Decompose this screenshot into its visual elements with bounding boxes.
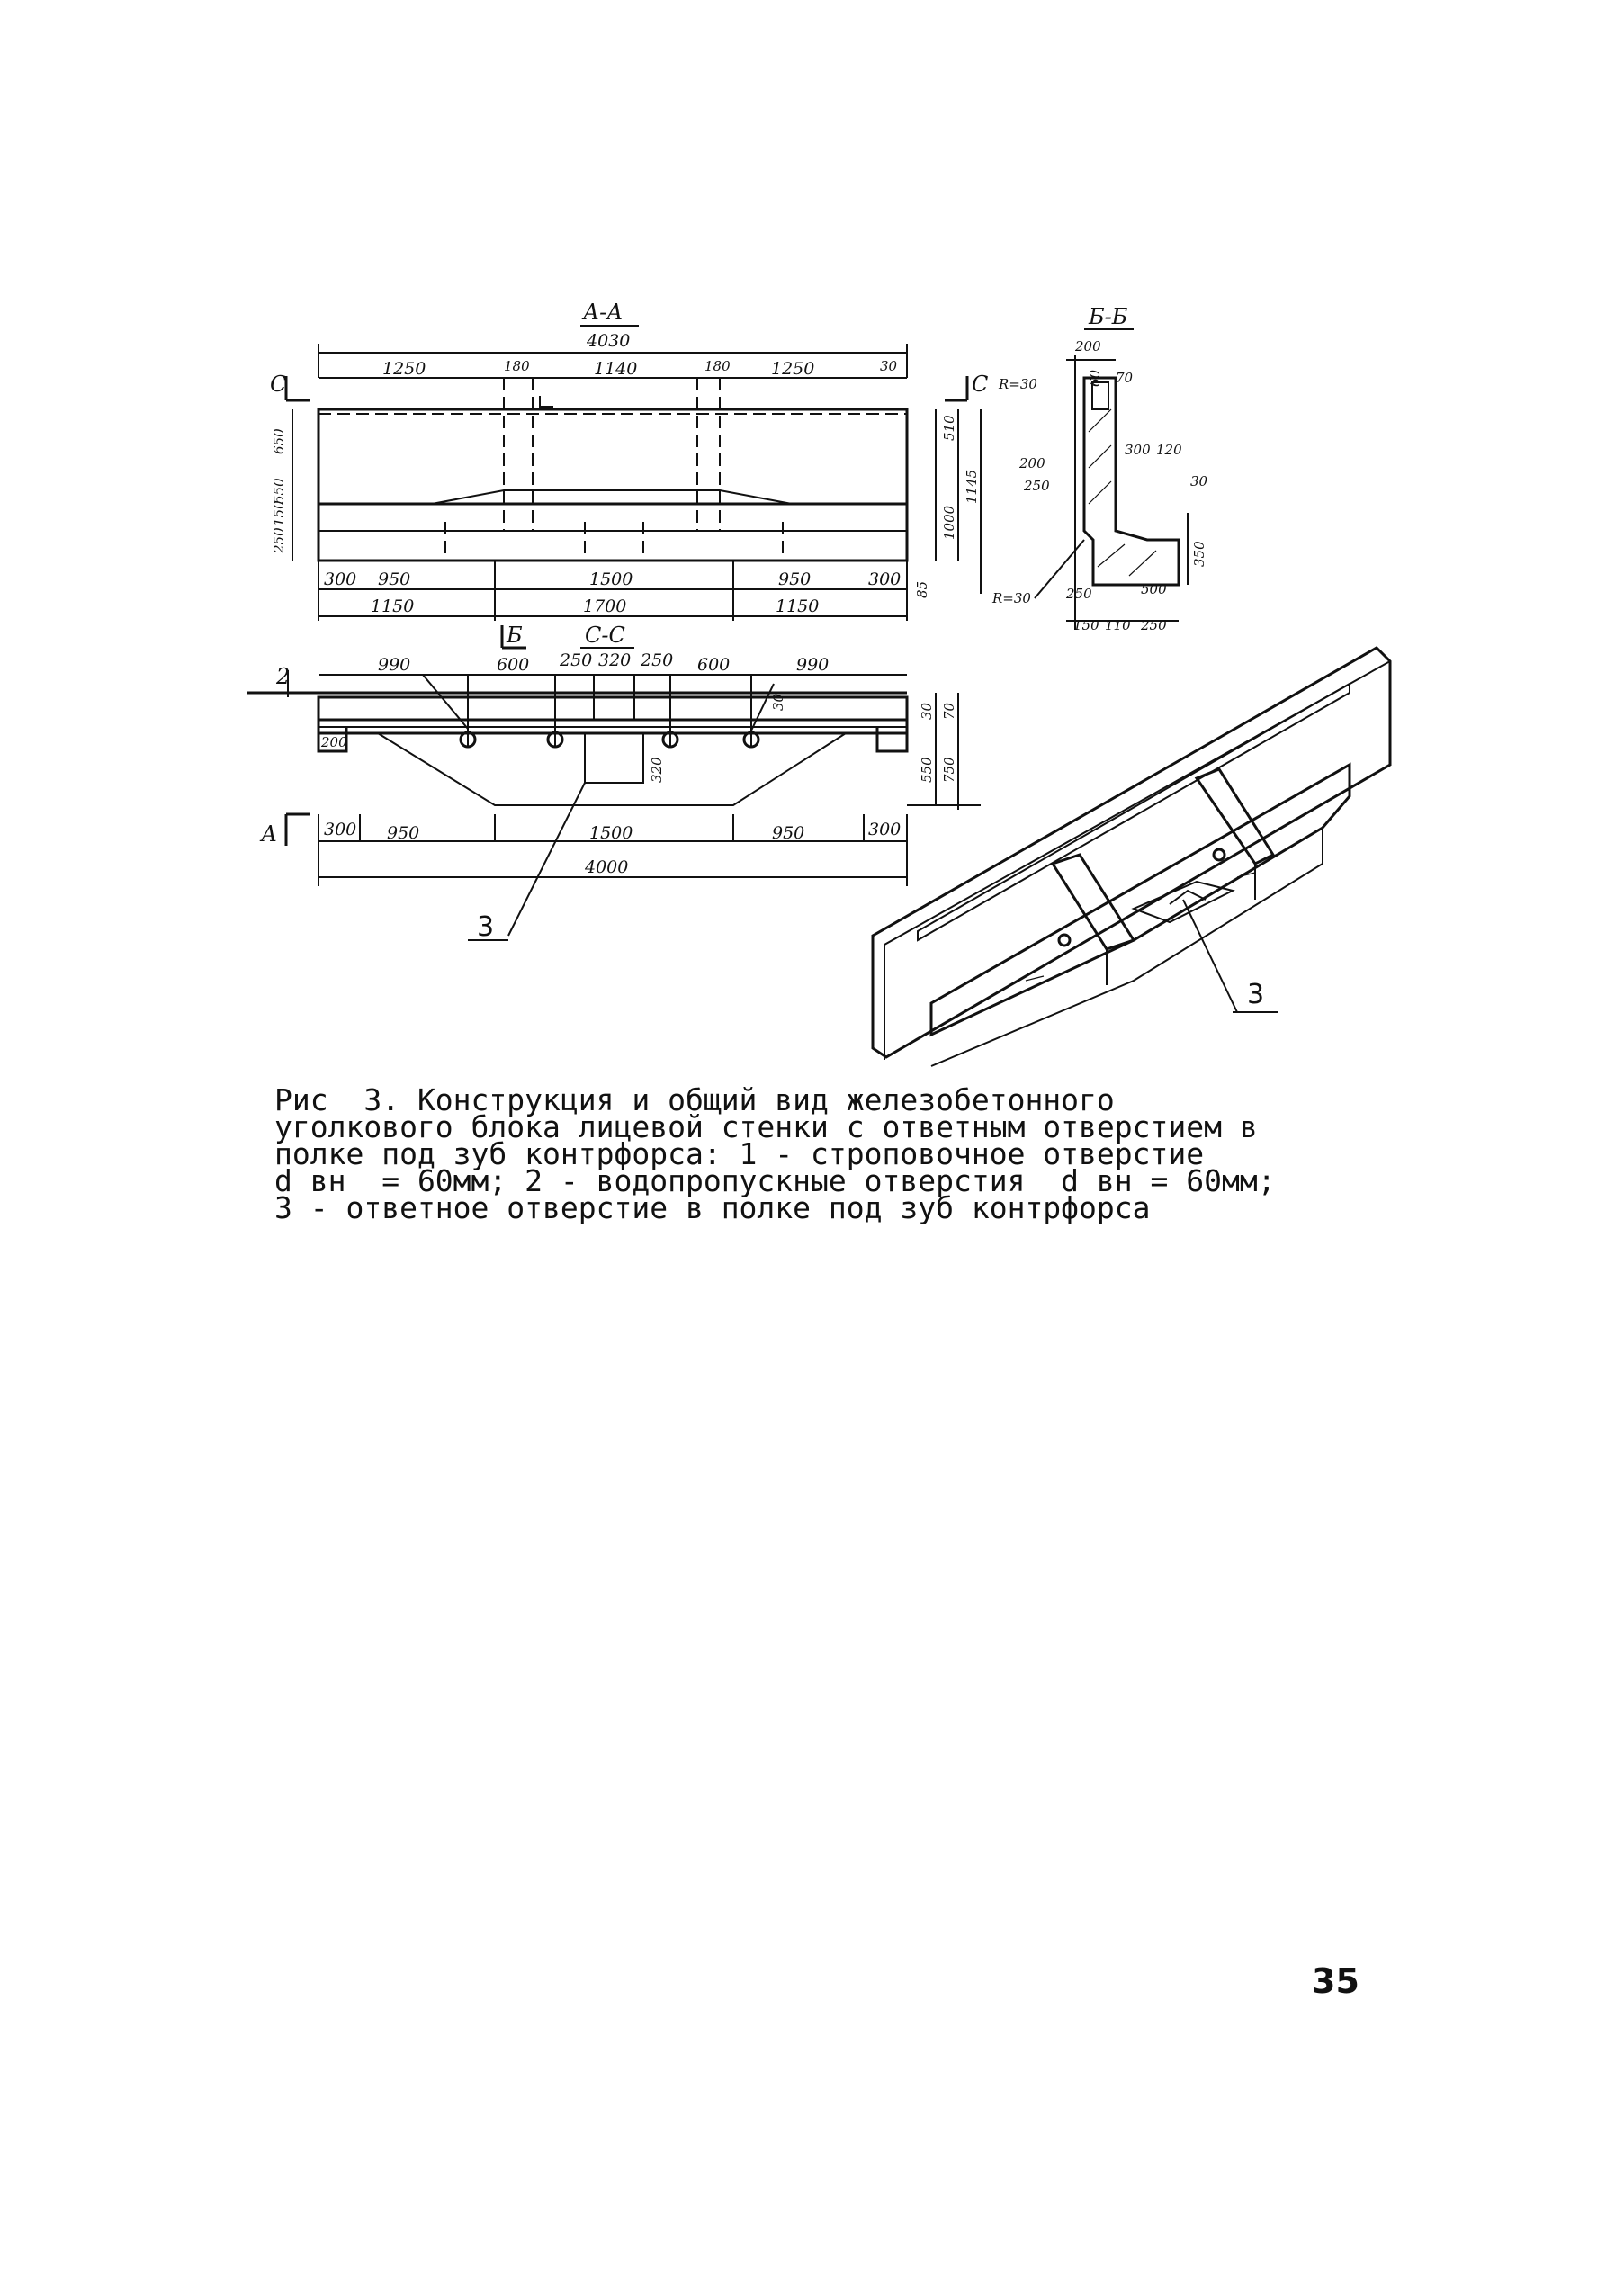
- dim-aa-550: 550: [271, 478, 287, 504]
- dim-bb-300: 300: [1125, 442, 1151, 458]
- caption-line-5: 3 - ответное отверстие в полке под зуб контрфорса: [274, 1190, 1151, 1225]
- dim-aa-1145: 1145: [964, 469, 980, 504]
- section-bb-title: Б-Б: [1089, 304, 1128, 329]
- dim-bb-r30-top: R=30: [999, 376, 1037, 392]
- section-bb-view: [991, 304, 1208, 633]
- dim-aa-1000: 1000: [941, 505, 957, 540]
- dim-aa-650: 650: [271, 428, 287, 454]
- dim-aa-180b: 180: [704, 358, 731, 374]
- dim-aa-1150b: 1150: [776, 596, 820, 616]
- dim-cc-950a: 950: [387, 823, 420, 843]
- dim-aa-1250a: 1250: [382, 359, 426, 379]
- dim-bb-200: 200: [1075, 338, 1101, 354]
- section-aa-title: А-А: [583, 300, 624, 325]
- caption-line-3: полке под зуб контрфорса: 1 - строповочное отверстие: [274, 1136, 1205, 1171]
- dim-aa-300b: 300: [868, 570, 902, 589]
- dim-cc-4000: 4000: [585, 857, 629, 877]
- dim-cc-320v: 320: [649, 757, 665, 783]
- dim-aa-4030: 4030: [587, 331, 631, 351]
- dim-aa-250: 250: [271, 527, 287, 553]
- dim-cc-600a: 600: [497, 655, 530, 675]
- dim-cc-990b: 990: [796, 655, 830, 675]
- dim-bb-70: 70: [1116, 370, 1134, 386]
- dim-bb-250c: 250: [1141, 617, 1167, 633]
- dim-aa-180a: 180: [504, 358, 530, 374]
- dim-cc-550: 550: [919, 757, 935, 783]
- section-c-mark-right: С: [972, 372, 989, 397]
- dim-aa-85: 85: [914, 580, 930, 598]
- dim-bb-500: 500: [1141, 581, 1167, 597]
- section-b-mark: Б: [507, 623, 523, 648]
- figure-caption: [274, 1082, 1300, 1225]
- section-cc-title: С-С: [585, 623, 625, 648]
- dim-bb-150: 150: [1073, 617, 1099, 633]
- callout-3-right: 3: [1247, 979, 1265, 1010]
- dim-aa-1140: 1140: [594, 359, 638, 379]
- dim-bb-200b: 200: [1019, 455, 1045, 471]
- callout-3-left: 3: [477, 911, 495, 943]
- dim-cc-600b: 600: [697, 655, 731, 675]
- dim-cc-30-right: 30: [919, 702, 935, 720]
- dim-aa-150: 150: [271, 500, 287, 526]
- page-number: 35: [1312, 1961, 1359, 2001]
- dim-cc-200a: 200: [321, 734, 347, 750]
- dim-bb-110: 110: [1105, 617, 1131, 633]
- dim-aa-510: 510: [941, 415, 957, 441]
- dim-cc-1500: 1500: [589, 823, 633, 843]
- dim-bb-250b: 250: [1066, 586, 1092, 602]
- dim-aa-30: 30: [880, 358, 898, 374]
- dim-bb-r30-bottom: R=30: [992, 590, 1031, 606]
- caption-line-2: уголкового блока лицевой стенки с ответным отверстием в: [274, 1109, 1258, 1144]
- dim-cc-300a: 300: [324, 820, 357, 839]
- dim-cc-750: 750: [941, 757, 957, 783]
- dim-aa-1150a: 1150: [371, 596, 415, 616]
- dim-cc-950b: 950: [772, 823, 805, 843]
- dim-aa-1500: 1500: [589, 570, 633, 589]
- dim-cc-990a: 990: [378, 655, 411, 675]
- dim-bb-30: 30: [1190, 473, 1208, 489]
- dim-cc-300b: 300: [868, 820, 902, 839]
- section-aa-view: [270, 300, 988, 621]
- dim-cc-250b: 250: [641, 650, 674, 670]
- dim-aa-1700: 1700: [583, 596, 627, 616]
- caption-line-1: Рис 3. Конструкция и общий вид железобетонного: [274, 1082, 1115, 1117]
- dim-aa-1250b: 1250: [771, 359, 815, 379]
- dim-bb-60: 60: [1087, 369, 1103, 387]
- dim-cc-250a: 250: [560, 650, 593, 670]
- dim-bb-350: 350: [1191, 541, 1207, 567]
- dim-aa-950a: 950: [378, 570, 411, 589]
- marker-2: 2: [276, 664, 291, 689]
- dim-bb-250: 250: [1024, 478, 1050, 494]
- dim-aa-300a: 300: [324, 570, 357, 589]
- section-c-mark-left: С: [270, 372, 287, 397]
- dim-cc-70: 70: [941, 702, 957, 720]
- section-cc-view: [247, 623, 981, 943]
- section-a-mark: А: [261, 821, 278, 847]
- dim-aa-950b: 950: [778, 570, 812, 589]
- dim-bb-120: 120: [1156, 442, 1182, 458]
- dim-cc-320: 320: [598, 650, 632, 670]
- caption-line-4: d вн = 60мм; 2 - водопропускные отверстия d вн = 60мм;: [274, 1163, 1276, 1198]
- dim-cc-30: 30: [770, 693, 786, 711]
